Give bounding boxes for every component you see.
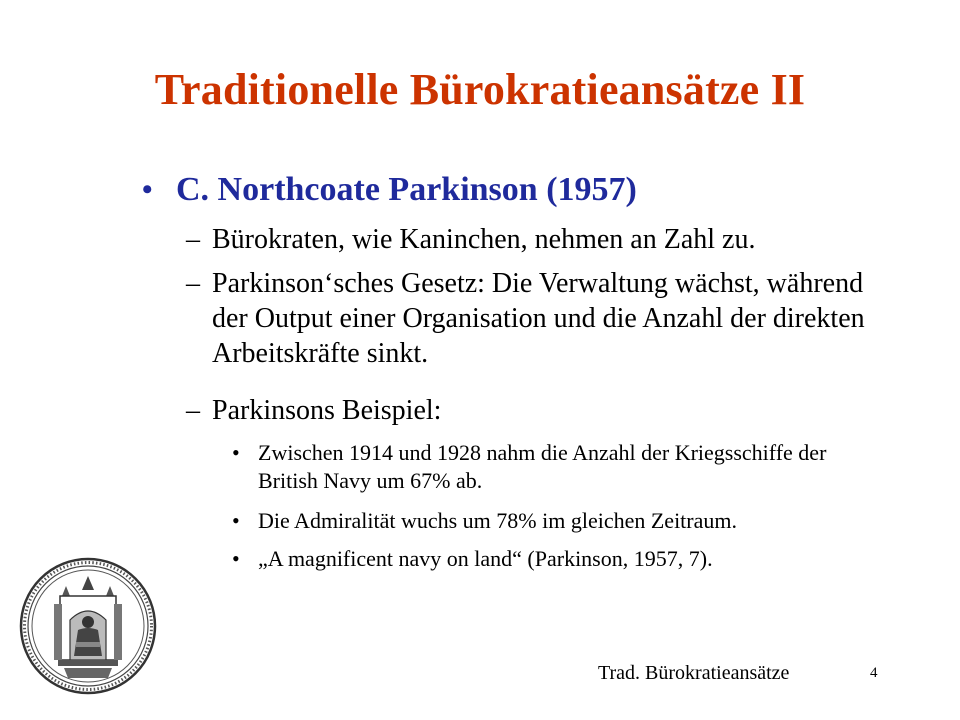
bullet-icon: •	[232, 546, 240, 571]
dash-icon: –	[186, 395, 200, 426]
main-bullet-text: C. Northcoate Parkinson (1957)	[176, 171, 637, 208]
example-point-text: „A magnificent navy on land“ (Parkinson, 1957, 7).	[258, 546, 713, 571]
sub-bullet-text: Parkinsons Beispiel:	[212, 395, 442, 426]
page-number: 4	[870, 665, 878, 681]
university-seal-icon	[18, 556, 158, 696]
footer-label: Trad. Bürokratieansätze	[598, 662, 790, 684]
example-point-text: Die Admiralität wuchs um 78% im gleichen Zeitraum.	[258, 508, 737, 533]
bullet-icon: •	[232, 440, 240, 465]
example-point-text: Zwischen 1914 und 1928 nahm die Anzahl der Kriegsschiffe der British Navy um 67% ab.	[258, 440, 827, 493]
sub-bullet-text: Parkinson‘sches Gesetz: Die Verwaltung wächst, während der Output einer Organisation und die Anzahl der direkten Arbeitskräfte sinkt.	[212, 268, 865, 369]
sub-bullet-text: Bürokraten, wie Kaninchen, nehmen an Zahl zu.	[212, 224, 756, 255]
slide-title: Traditionelle Bürokratieansätze II	[154, 65, 806, 114]
bullet-icon: •	[232, 508, 240, 533]
bullet-icon: •	[142, 173, 153, 206]
dash-icon: –	[186, 224, 200, 255]
dash-icon: –	[186, 268, 200, 299]
